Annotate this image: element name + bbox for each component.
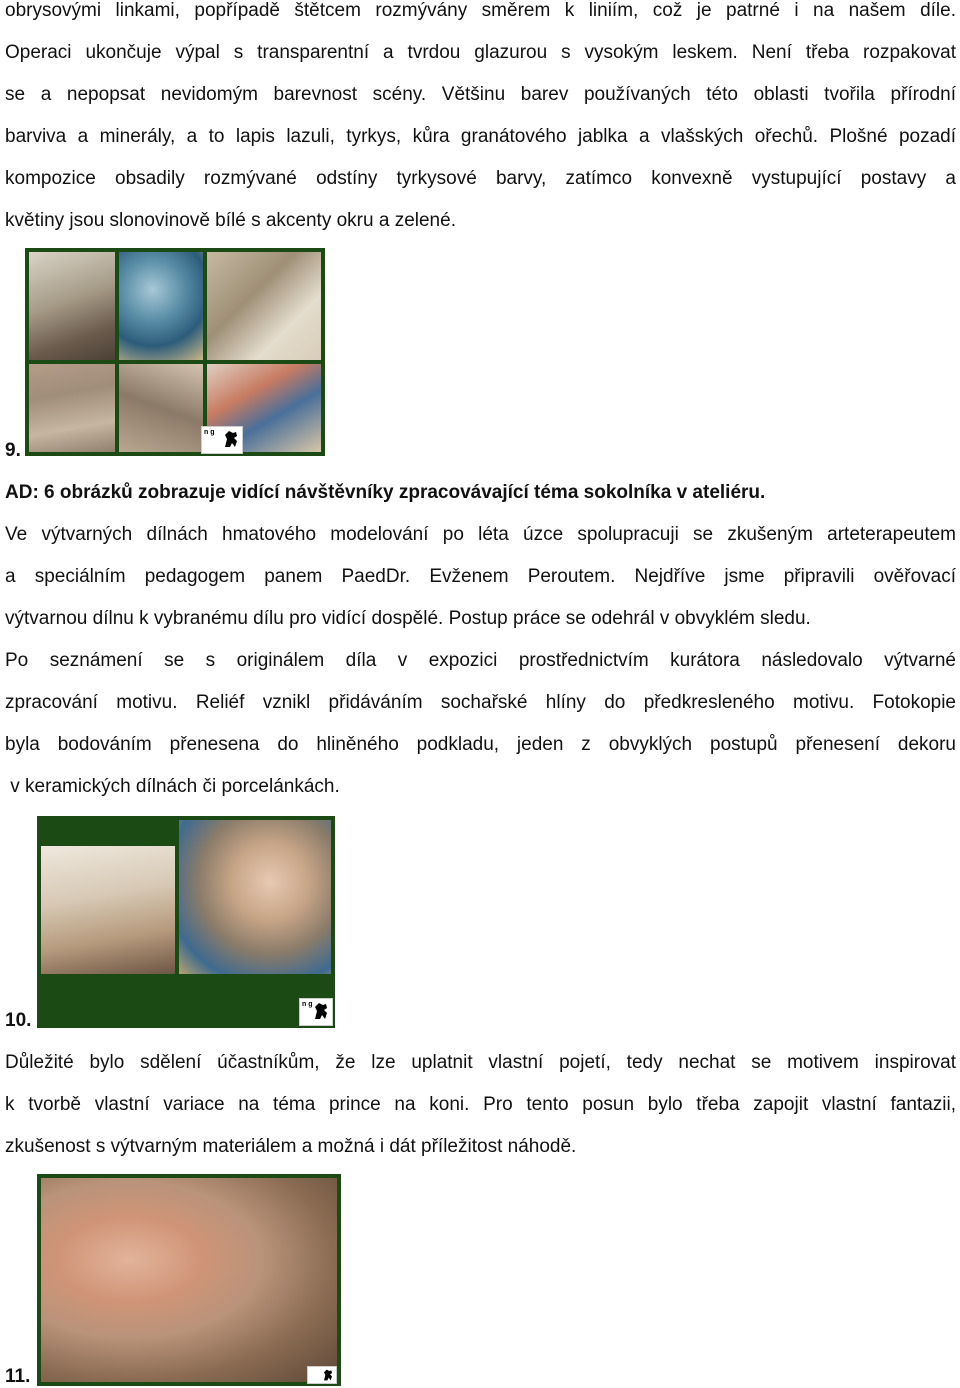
text-line: Operaci ukončuje výpal s transparentní a tvrdou glazurou s vysokým leskem. Není třeba rozpakovat [5, 42, 956, 63]
text-line: výtvarnou dílnu k vybranému dílu pro vidící dospělé. Postup práce se odehrál v obvyklém sledu. [5, 608, 811, 629]
text-line: Důležité bylo sdělení účastníkům, že lze uplatnit vlastní pojetí, tedy nechat se motivem inspirovat [5, 1052, 956, 1073]
photo-clay-relief [29, 364, 115, 452]
photo-hand-on-relief [41, 1178, 337, 1382]
text-line: v keramických dílnách či porcelánkách. [5, 776, 340, 797]
text-line: Po seznámení se s originálem díla v expozici prostřednictvím kurátora následovalo výtvarné [5, 650, 956, 671]
text-line: kompozice obsadily rozmývané odstíny tyrkysové barvy, zatímco konvexně vystupující postavy a [5, 168, 956, 189]
photo-workshop-room [41, 846, 175, 974]
figure-9-number: 9. [5, 440, 21, 461]
photo-modelling-hands [207, 252, 321, 360]
photo-hands-relief [179, 820, 331, 974]
text-line: zkušenost s výtvarným materiálem a možná i dát příležitost náhodě. [5, 1136, 577, 1157]
photo-gallery-visitors [29, 252, 115, 360]
text-line: květiny jsou slonovinově bílé s akcenty okru a zelené. [5, 210, 456, 231]
figure-11-photo [37, 1174, 341, 1386]
ng-logo-text: n g [302, 1001, 313, 1008]
text-line: se a nepopsat nevidomým barevnost scény. Většinu barev používaných této oblasti tvořila přírodní [5, 84, 956, 105]
lion-icon [222, 429, 240, 449]
ng-logo [201, 426, 243, 454]
text-line: barviva a minerály, a to lapis lazuli, tyrkys, kůra granátového jablka a vlašských ořechů. Plošné pozadí [5, 126, 956, 147]
text-line: zpracování motivu. Reliéf vznikl přidáváním sochařské hlíny do předkresleného motivu. Fotokopie [5, 692, 956, 713]
text-line: a speciálním pedagogem panem PaedDr. Evženem Peroutem. Nejdříve jsme připravili ověřovací [5, 566, 956, 587]
text-line: byla bodováním přenesena do hliněného podkladu, jeden z obvyklých postupů přenesení dekoru [5, 734, 956, 755]
figure-10-collage [37, 816, 335, 1028]
figure-9-collage [25, 248, 325, 456]
photo-tile-detail [119, 252, 203, 360]
text-line: k tvorbě vlastní variace na téma prince na koni. Pro tento posun bylo třeba zapojit vlastní fantazii, [5, 1094, 956, 1115]
text-line: Ve výtvarných dílnách hmatového modelování po léta úzce spolupracuji se zkušeným arteterapeutem [5, 524, 956, 545]
ng-logo [307, 1366, 337, 1384]
photo-clay-work [119, 364, 203, 452]
caption-9: AD: 6 obrázků zobrazuje vidící návštěvníky zpracovávající téma sokolníka v ateliéru. [5, 482, 766, 503]
lion-icon [312, 1001, 330, 1021]
text-line: obrysovými linkami, popřípadě štětcem rozmývány směrem k liniím, což je patrné i na našem díle. [5, 0, 956, 21]
lion-icon [322, 1368, 334, 1382]
ng-logo-text: n g [204, 429, 215, 436]
ng-logo [299, 998, 333, 1026]
figure-11-number: 11. [5, 1366, 31, 1387]
figure-10-number: 10. [5, 1010, 32, 1031]
